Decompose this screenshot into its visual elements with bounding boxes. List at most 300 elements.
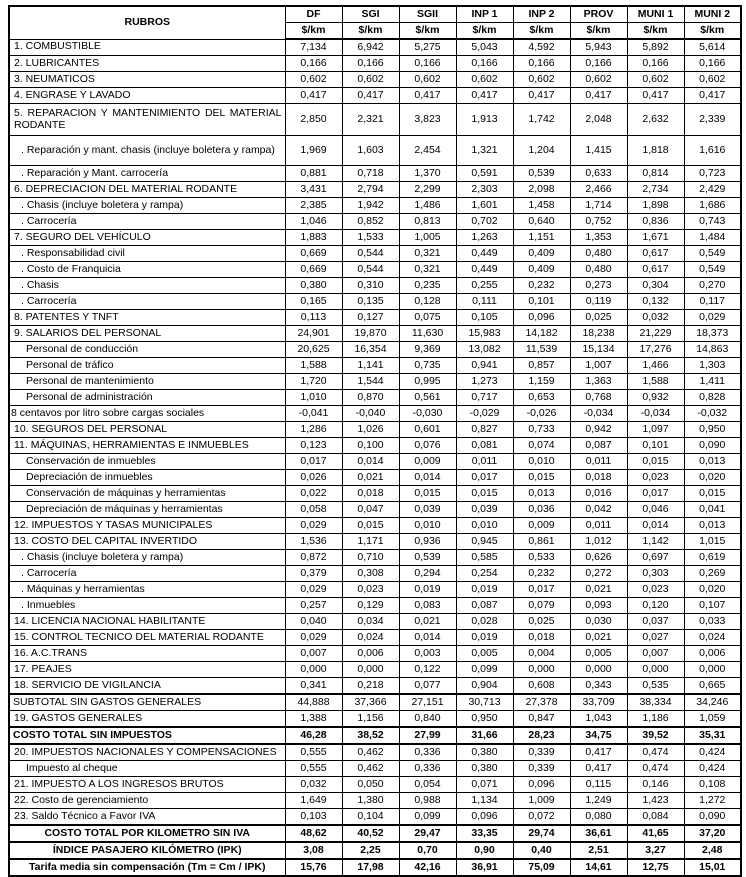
value-cell: 0,129 <box>342 598 399 614</box>
table-row <box>9 614 741 630</box>
value-cell: 19,870 <box>342 326 399 342</box>
value-cell: 0,617 <box>627 246 684 262</box>
value-cell: 0,081 <box>456 438 513 454</box>
row-label-cell: 5. REPARACION Y MANTENIMIENTO DEL MATERIAL RODANTE <box>9 104 285 136</box>
value-cell: 0,107 <box>684 598 741 614</box>
value-cell: 0,272 <box>570 566 627 582</box>
value-cell: 0,380 <box>456 761 513 777</box>
value-cell: 0,417 <box>285 88 342 104</box>
column-unit-cell: $/km <box>399 23 456 40</box>
value-cell: 0,013 <box>684 454 741 470</box>
row-label-cell: 12. IMPUESTOS Y TASAS MUNICIPALES <box>9 518 285 534</box>
column-header-cell: INP 1 <box>456 6 513 23</box>
value-cell: 14,182 <box>513 326 570 342</box>
column-header-cell: SGII <box>399 6 456 23</box>
value-cell: 1,321 <box>456 136 513 166</box>
value-cell: 0,341 <box>285 678 342 695</box>
value-cell: 0,852 <box>342 214 399 230</box>
value-cell: 0,013 <box>513 486 570 502</box>
value-cell: 0,013 <box>684 518 741 534</box>
value-cell: 0,232 <box>513 278 570 294</box>
value-cell: 2,339 <box>684 104 741 136</box>
value-cell: 0,018 <box>342 486 399 502</box>
column-header-cell: DF <box>285 6 342 23</box>
value-cell: 2,850 <box>285 104 342 136</box>
row-label-cell: . Reparación y mant. chasis (incluye boletera y rampa) <box>9 136 285 166</box>
value-cell: 0,166 <box>627 56 684 72</box>
value-cell: 0,602 <box>285 72 342 88</box>
value-cell: 0,585 <box>456 550 513 566</box>
value-cell: 0,857 <box>513 358 570 374</box>
value-cell: 0,087 <box>570 438 627 454</box>
value-cell: 0,084 <box>627 809 684 826</box>
value-cell: 0,011 <box>456 454 513 470</box>
value-cell: 0,255 <box>456 278 513 294</box>
value-cell: 0,321 <box>399 262 456 278</box>
value-cell: -0,032 <box>684 406 741 422</box>
table-row <box>9 390 741 406</box>
value-cell: 0,083 <box>399 598 456 614</box>
value-cell: 0,011 <box>570 518 627 534</box>
value-cell: 0,303 <box>627 566 684 582</box>
value-cell: 0,041 <box>684 502 741 518</box>
value-cell: 0,037 <box>627 614 684 630</box>
value-cell: 0,029 <box>285 630 342 646</box>
value-cell: 0,602 <box>513 72 570 88</box>
value-cell: 0,462 <box>342 761 399 777</box>
value-cell: 0,076 <box>399 438 456 454</box>
value-cell: 3,08 <box>285 842 342 859</box>
value-cell: 1,686 <box>684 198 741 214</box>
value-cell: 0,039 <box>456 502 513 518</box>
value-cell: 0,294 <box>399 566 456 582</box>
value-cell: 1,411 <box>684 374 741 390</box>
value-cell: 0,339 <box>513 744 570 761</box>
value-cell: 0,096 <box>513 777 570 793</box>
row-label-cell: 16. A.C.TRANS <box>9 646 285 662</box>
value-cell: 0,113 <box>285 310 342 326</box>
row-label-cell: 8 centavos por litro sobre cargas sociales <box>9 406 285 422</box>
value-cell: 1,043 <box>570 711 627 728</box>
value-cell: 0,029 <box>285 518 342 534</box>
table-row <box>9 582 741 598</box>
row-label-cell: 17. PEAJES <box>9 662 285 678</box>
table-row <box>9 246 741 262</box>
table-row <box>9 761 741 777</box>
table-row <box>9 694 741 711</box>
value-cell: 0,409 <box>513 246 570 262</box>
value-cell: 24,901 <box>285 326 342 342</box>
value-cell: 7,134 <box>285 39 342 56</box>
value-cell: 0,308 <box>342 566 399 582</box>
value-cell: 0,270 <box>684 278 741 294</box>
value-cell: 0,474 <box>627 761 684 777</box>
cost-per-km-table <box>8 5 742 877</box>
table-row <box>9 39 741 56</box>
value-cell: 0,945 <box>456 534 513 550</box>
value-cell: 2,098 <box>513 182 570 198</box>
row-label-cell: . Carrocería <box>9 566 285 582</box>
table-row <box>9 777 741 793</box>
value-cell: 0,549 <box>684 262 741 278</box>
value-cell: 0,269 <box>684 566 741 582</box>
value-cell: 29,74 <box>513 825 570 842</box>
value-cell: 0,006 <box>684 646 741 662</box>
value-cell: 1,423 <box>627 793 684 809</box>
value-cell: 1,249 <box>570 793 627 809</box>
table-row <box>9 470 741 486</box>
value-cell: 0,099 <box>399 809 456 826</box>
value-cell: 0,555 <box>285 761 342 777</box>
column-unit-cell: $/km <box>627 23 684 40</box>
value-cell: 0,480 <box>570 246 627 262</box>
table-row <box>9 406 741 422</box>
value-cell: 0,343 <box>570 678 627 695</box>
value-cell: 0,117 <box>684 294 741 310</box>
row-label-cell: . Chasis (incluye boletera y rampa) <box>9 550 285 566</box>
value-cell: 0,077 <box>399 678 456 695</box>
value-cell: 0,074 <box>513 438 570 454</box>
value-cell: 0,014 <box>399 470 456 486</box>
value-cell: 1,171 <box>342 534 399 550</box>
value-cell: 0,336 <box>399 744 456 761</box>
value-cell: 0,096 <box>456 809 513 826</box>
value-cell: 1,486 <box>399 198 456 214</box>
value-cell: 0,015 <box>342 518 399 534</box>
value-cell: 1,263 <box>456 230 513 246</box>
value-cell: 0,010 <box>399 518 456 534</box>
value-cell: 1,005 <box>399 230 456 246</box>
row-label-cell: . Máquinas y herramientas <box>9 582 285 598</box>
table-row <box>9 198 741 214</box>
value-cell: 0,034 <box>342 614 399 630</box>
value-cell: -0,040 <box>342 406 399 422</box>
value-cell: 1,204 <box>513 136 570 166</box>
table-row <box>9 486 741 502</box>
value-cell: 0,046 <box>627 502 684 518</box>
value-cell: 0,535 <box>627 678 684 695</box>
value-cell: 0,602 <box>399 72 456 88</box>
value-cell: 0,023 <box>342 582 399 598</box>
table-header <box>9 6 741 39</box>
column-unit-cell: $/km <box>285 23 342 40</box>
value-cell: 0,029 <box>684 310 741 326</box>
value-cell: 0,539 <box>399 550 456 566</box>
value-cell: 34,75 <box>570 727 627 744</box>
value-cell: 0,881 <box>285 166 342 182</box>
value-cell: 2,303 <box>456 182 513 198</box>
value-cell: 0,653 <box>513 390 570 406</box>
value-cell: 0,123 <box>285 438 342 454</box>
rubros-header-cell: RUBROS <box>9 6 285 39</box>
value-cell: 0,417 <box>570 761 627 777</box>
value-cell: 33,709 <box>570 694 627 711</box>
value-cell: 0,027 <box>627 630 684 646</box>
row-label-cell: . Costo de Franquicia <box>9 262 285 278</box>
value-cell: 0,321 <box>399 246 456 262</box>
value-cell: 0,039 <box>399 502 456 518</box>
value-cell: 0,827 <box>456 422 513 438</box>
value-cell: 1,458 <box>513 198 570 214</box>
value-cell: 0,006 <box>342 646 399 662</box>
value-cell: 0,015 <box>627 454 684 470</box>
value-cell: 1,151 <box>513 230 570 246</box>
value-cell: 0,836 <box>627 214 684 230</box>
value-cell: 0,135 <box>342 294 399 310</box>
row-label-cell: 23. Saldo Técnico a Favor IVA <box>9 809 285 826</box>
value-cell: 0,021 <box>342 470 399 486</box>
value-cell: 1,353 <box>570 230 627 246</box>
value-cell: 1,484 <box>684 230 741 246</box>
value-cell: 5,043 <box>456 39 513 56</box>
value-cell: 0,339 <box>513 761 570 777</box>
value-cell: 1,380 <box>342 793 399 809</box>
value-cell: 0,40 <box>513 842 570 859</box>
value-cell: 0,950 <box>456 711 513 728</box>
table-row <box>9 326 741 342</box>
value-cell: 0,232 <box>513 566 570 582</box>
table-row <box>9 294 741 310</box>
value-cell: 1,588 <box>285 358 342 374</box>
value-cell: 1,370 <box>399 166 456 182</box>
value-cell: 1,273 <box>456 374 513 390</box>
value-cell: 18,238 <box>570 326 627 342</box>
value-cell: -0,030 <box>399 406 456 422</box>
table-row <box>9 182 741 198</box>
value-cell: 1,363 <box>570 374 627 390</box>
value-cell: 1,616 <box>684 136 741 166</box>
value-cell: 0,380 <box>456 744 513 761</box>
row-label-cell: 21. IMPUESTO A LOS INGRESOS BRUTOS <box>9 777 285 793</box>
row-label-cell: 19. GASTOS GENERALES <box>9 711 285 728</box>
value-cell: 0,007 <box>627 646 684 662</box>
value-cell: 1,671 <box>627 230 684 246</box>
value-cell: 0,017 <box>285 454 342 470</box>
value-cell: 0,602 <box>570 72 627 88</box>
value-cell: 0,032 <box>627 310 684 326</box>
value-cell: 37,20 <box>684 825 741 842</box>
value-cell: 0,417 <box>627 88 684 104</box>
value-cell: 1,026 <box>342 422 399 438</box>
value-cell: 1,134 <box>456 793 513 809</box>
value-cell: 0,166 <box>399 56 456 72</box>
value-cell: 15,01 <box>684 859 741 876</box>
table-body <box>9 39 741 876</box>
value-cell: 1,388 <box>285 711 342 728</box>
value-cell: 0,096 <box>513 310 570 326</box>
value-cell: 0,032 <box>285 777 342 793</box>
table-row <box>9 72 741 88</box>
value-cell: 0,995 <box>399 374 456 390</box>
value-cell: 1,015 <box>684 534 741 550</box>
value-cell: 2,794 <box>342 182 399 198</box>
value-cell: 5,275 <box>399 39 456 56</box>
row-label-cell: 13. COSTO DEL CAPITAL INVERTIDO <box>9 534 285 550</box>
value-cell: 0,304 <box>627 278 684 294</box>
value-cell: 0,602 <box>456 72 513 88</box>
value-cell: 5,943 <box>570 39 627 56</box>
value-cell: 1,141 <box>342 358 399 374</box>
value-cell: 0,127 <box>342 310 399 326</box>
value-cell: 0,090 <box>684 438 741 454</box>
row-label-cell: 3. NEUMATICOS <box>9 72 285 88</box>
value-cell: 0,539 <box>513 166 570 182</box>
table-row <box>9 678 741 695</box>
value-cell: 0,870 <box>342 390 399 406</box>
value-cell: 2,734 <box>627 182 684 198</box>
value-cell: 39,52 <box>627 727 684 744</box>
value-cell: 0,014 <box>627 518 684 534</box>
row-label-cell: Depreciación de inmuebles <box>9 470 285 486</box>
value-cell: 36,61 <box>570 825 627 842</box>
value-cell: 2,299 <box>399 182 456 198</box>
value-cell: 1,059 <box>684 711 741 728</box>
value-cell: 38,334 <box>627 694 684 711</box>
value-cell: 1,415 <box>570 136 627 166</box>
value-cell: 0,100 <box>342 438 399 454</box>
value-cell: 33,35 <box>456 825 513 842</box>
value-cell: 0,017 <box>456 470 513 486</box>
value-cell: 0,166 <box>684 56 741 72</box>
value-cell: 0,936 <box>399 534 456 550</box>
column-header-cell: MUNI 2 <box>684 6 741 23</box>
table-row <box>9 598 741 614</box>
value-cell: 0,752 <box>570 214 627 230</box>
row-label-cell: ÍNDICE PASAJERO KILÓMETRO (IPK) <box>9 842 285 859</box>
value-cell: 0,417 <box>399 88 456 104</box>
table-row <box>9 454 741 470</box>
row-label-cell: . Reparación y Mant. carrocería <box>9 166 285 182</box>
table-row <box>9 214 741 230</box>
value-cell: 0,000 <box>570 662 627 678</box>
value-cell: 0,040 <box>285 614 342 630</box>
value-cell: 0,005 <box>570 646 627 662</box>
value-cell: 0,544 <box>342 262 399 278</box>
value-cell: 1,142 <box>627 534 684 550</box>
value-cell: 1,533 <box>342 230 399 246</box>
value-cell: 0,626 <box>570 550 627 566</box>
value-cell: 0,017 <box>513 582 570 598</box>
table-row <box>9 104 741 136</box>
row-label-cell: Personal de administración <box>9 390 285 406</box>
value-cell: 0,474 <box>627 744 684 761</box>
value-cell: 0,132 <box>627 294 684 310</box>
value-cell: 1,601 <box>456 198 513 214</box>
table-row <box>9 374 741 390</box>
value-cell: 0,019 <box>456 630 513 646</box>
value-cell: 1,303 <box>684 358 741 374</box>
value-cell: 3,823 <box>399 104 456 136</box>
value-cell: 0,007 <box>285 646 342 662</box>
value-cell: 0,087 <box>456 598 513 614</box>
value-cell: 1,009 <box>513 793 570 809</box>
value-cell: 1,156 <box>342 711 399 728</box>
value-cell: 15,983 <box>456 326 513 342</box>
value-cell: -0,034 <box>570 406 627 422</box>
value-cell: 0,218 <box>342 678 399 695</box>
value-cell: 0,718 <box>342 166 399 182</box>
value-cell: 0,146 <box>627 777 684 793</box>
value-cell: 0,036 <box>513 502 570 518</box>
value-cell: 0,872 <box>285 550 342 566</box>
row-label-cell: . Carrocería <box>9 294 285 310</box>
value-cell: 0,019 <box>399 582 456 598</box>
value-cell: 0,021 <box>399 614 456 630</box>
row-label-cell: Tarifa media sin compensación (Tm = Cm / IPK) <box>9 859 285 876</box>
row-label-cell: 8. PATENTES Y TNFT <box>9 310 285 326</box>
table-row <box>9 502 741 518</box>
value-cell: 0,020 <box>684 582 741 598</box>
value-cell: 4,592 <box>513 39 570 56</box>
value-cell: 1,007 <box>570 358 627 374</box>
value-cell: 17,276 <box>627 342 684 358</box>
value-cell: 75,09 <box>513 859 570 876</box>
table-row <box>9 342 741 358</box>
value-cell: 1,536 <box>285 534 342 550</box>
table-row <box>9 166 741 182</box>
value-cell: 0,101 <box>627 438 684 454</box>
value-cell: 0,617 <box>627 262 684 278</box>
value-cell: 0,025 <box>513 614 570 630</box>
value-cell: 1,818 <box>627 136 684 166</box>
value-cell: 0,015 <box>684 486 741 502</box>
table-row <box>9 56 741 72</box>
value-cell: 1,097 <box>627 422 684 438</box>
value-cell: 0,000 <box>342 662 399 678</box>
row-label-cell: 9. SALARIOS DEL PERSONAL <box>9 326 285 342</box>
value-cell: 0,409 <box>513 262 570 278</box>
row-label-cell: Depreciación de máquinas y herramientas <box>9 502 285 518</box>
value-cell: 0,010 <box>456 518 513 534</box>
value-cell: 42,16 <box>399 859 456 876</box>
value-cell: 2,466 <box>570 182 627 198</box>
value-cell: 0,417 <box>342 88 399 104</box>
value-cell: 17,98 <box>342 859 399 876</box>
value-cell: 0,549 <box>684 246 741 262</box>
value-cell: 0,847 <box>513 711 570 728</box>
value-cell: 1,742 <box>513 104 570 136</box>
value-cell: 0,054 <box>399 777 456 793</box>
value-cell: 0,042 <box>570 502 627 518</box>
value-cell: 0,017 <box>627 486 684 502</box>
value-cell: 0,016 <box>570 486 627 502</box>
column-unit-cell: $/km <box>456 23 513 40</box>
value-cell: 0,633 <box>570 166 627 182</box>
value-cell: 0,417 <box>456 88 513 104</box>
value-cell: 5,614 <box>684 39 741 56</box>
value-cell: 29,47 <box>399 825 456 842</box>
value-cell: 1,883 <box>285 230 342 246</box>
value-cell: 0,009 <box>513 518 570 534</box>
table-row <box>9 809 741 826</box>
value-cell: 27,99 <box>399 727 456 744</box>
value-cell: 0,336 <box>399 761 456 777</box>
value-cell: 2,429 <box>684 182 741 198</box>
value-cell: 0,166 <box>513 56 570 72</box>
value-cell: 0,119 <box>570 294 627 310</box>
value-cell: 27,378 <box>513 694 570 711</box>
value-cell: 0,235 <box>399 278 456 294</box>
value-cell: 0,090 <box>684 809 741 826</box>
value-cell: 1,544 <box>342 374 399 390</box>
table-row <box>9 518 741 534</box>
row-label-cell: 14. LICENCIA NACIONAL HABILITANTE <box>9 614 285 630</box>
value-cell: 0,075 <box>399 310 456 326</box>
value-cell: 0,561 <box>399 390 456 406</box>
value-cell: 0,111 <box>456 294 513 310</box>
value-cell: 38,52 <box>342 727 399 744</box>
value-cell: 31,66 <box>456 727 513 744</box>
